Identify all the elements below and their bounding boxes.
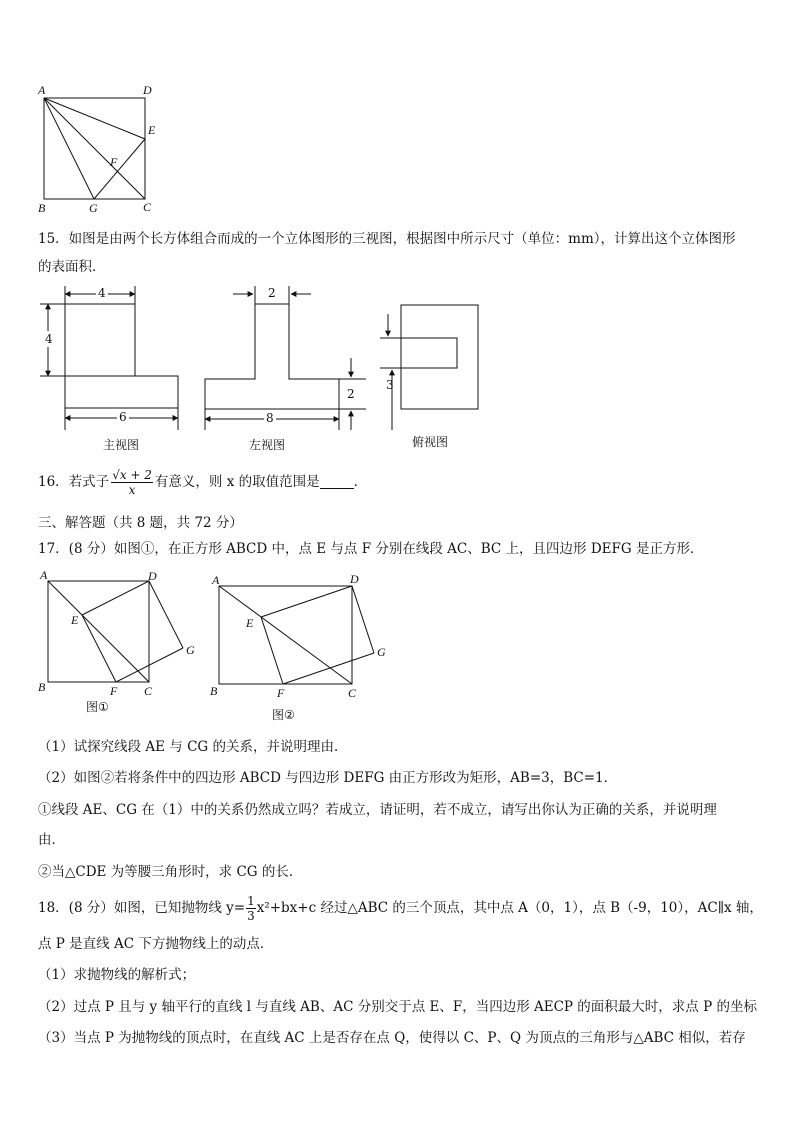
fig2-label-b: B [210, 684, 218, 698]
q18-denominator: 3 [247, 908, 255, 923]
point-label-f: F [110, 155, 118, 169]
fig2-label-f: F [277, 686, 285, 700]
point-label-a: A [38, 83, 46, 97]
point-label-d: D [143, 83, 152, 97]
fig2-label-d: D [350, 572, 359, 586]
q18-line2: 点 P 是直线 AC 下方抛物线上的动点． [38, 936, 274, 952]
fig1-label-d: D [148, 569, 157, 583]
front-view-caption: 主视图 [103, 438, 140, 452]
left-dim-bottom: 8 [266, 411, 274, 425]
q18-line1 [38, 890, 763, 926]
q16-suffix: 有意义，则 x 的取值范围是 [154, 474, 320, 490]
point-label-e: E [148, 123, 156, 137]
left-dim-top: 2 [268, 286, 276, 300]
fig2-label-g: G [377, 645, 386, 659]
fig1-label-a: A [40, 568, 48, 582]
q18-text-b: x²+bx+c 经过△ABC 的三个顶点，其中点 A（0，1），点 B（-9，10），AC∥x 轴， [256, 900, 763, 916]
q15-line1: 15．如图是由两个长方体组合而成的一个立体图形的三视图，根据图中所示尺寸（单位：mm），计算出这个立体图形 [38, 231, 736, 247]
q18-fraction [246, 894, 256, 923]
fig2-label-c: C [348, 686, 357, 700]
q17-part1: （1）试探究线段 AE 与 CG 的关系，并说明理由． [38, 739, 348, 755]
q16-numerator: √x + 2 [112, 467, 152, 482]
fig2-caption: 图② [272, 708, 295, 722]
q17-part2: （2）如图②若将条件中的四边形 ABCD 与四边形 DEFG 由正方形改为矩形，AB=3，BC=1． [38, 770, 618, 786]
section-3-heading: 三、解答题（共 8 题，共 72 分） [38, 515, 243, 531]
front-dim-bottom: 6 [119, 410, 127, 424]
fig1-caption: 图① [86, 700, 109, 714]
fig2-label-e: E [246, 616, 254, 630]
q18-part2: （2）过点 P 且与 y 轴平行的直线 l 与直线 AB、AC 分别交于点 E、F，当四边形 AECP 的面积最大时，求点 P 的坐标 [38, 999, 757, 1015]
q17-part2-sub1-a: ①线段 AE、CG 在（1）中的关系仍然成立吗？若成立，请证明，若不成立，请写出你认为正确的关系，并说明理 [38, 802, 717, 818]
fig1-label-b: B [38, 680, 46, 694]
q18-part1: （1）求抛物线的解析式； [38, 967, 196, 983]
q17-part2-sub1-b: 由． [38, 832, 65, 848]
q17-part2-sub2: ②当△CDE 为等腰三角形时，求 CG 的长． [38, 864, 303, 880]
point-label-c: C [143, 200, 152, 214]
q16-prefix: 16．若式子 [38, 474, 110, 490]
fig2-label-a: A [212, 573, 220, 587]
q18-numerator: 1 [247, 893, 255, 908]
left-dim-right: 2 [347, 387, 355, 401]
q15-line2: 的表面积． [38, 259, 106, 275]
left-view-caption: 左视图 [249, 438, 286, 452]
q18-part3: （3）当点 P 为抛物线的顶点时，在直线 AC 上是否存在点 Q，使得以 C、P、Q 为顶点的三角形与△ABC 相似，若存 [38, 1030, 746, 1046]
fig1-label-e: E [71, 613, 79, 627]
front-dim-top: 4 [98, 286, 106, 300]
fig1-label-g: G [186, 643, 195, 657]
q16-denominator: x [128, 482, 136, 497]
fig1-label-c: C [144, 684, 153, 698]
fig1-label-f: F [110, 684, 118, 698]
point-label-b: B [38, 201, 46, 215]
point-label-g: G [89, 201, 98, 215]
q16-end: ． [353, 474, 368, 490]
top-dim-left: 3 [386, 378, 394, 392]
q18-text-a: 18．(8 分）如图，已知抛物线 y= [38, 900, 246, 916]
top-view-caption: 俯视图 [412, 435, 449, 449]
front-dim-left: 4 [45, 332, 53, 346]
q17-intro: 17．(8 分）如图①，在正方形 ABCD 中，点 E 与点 F 分别在线段 AC、BC 上，且四边形 DEFG 是正方形． [38, 541, 704, 557]
